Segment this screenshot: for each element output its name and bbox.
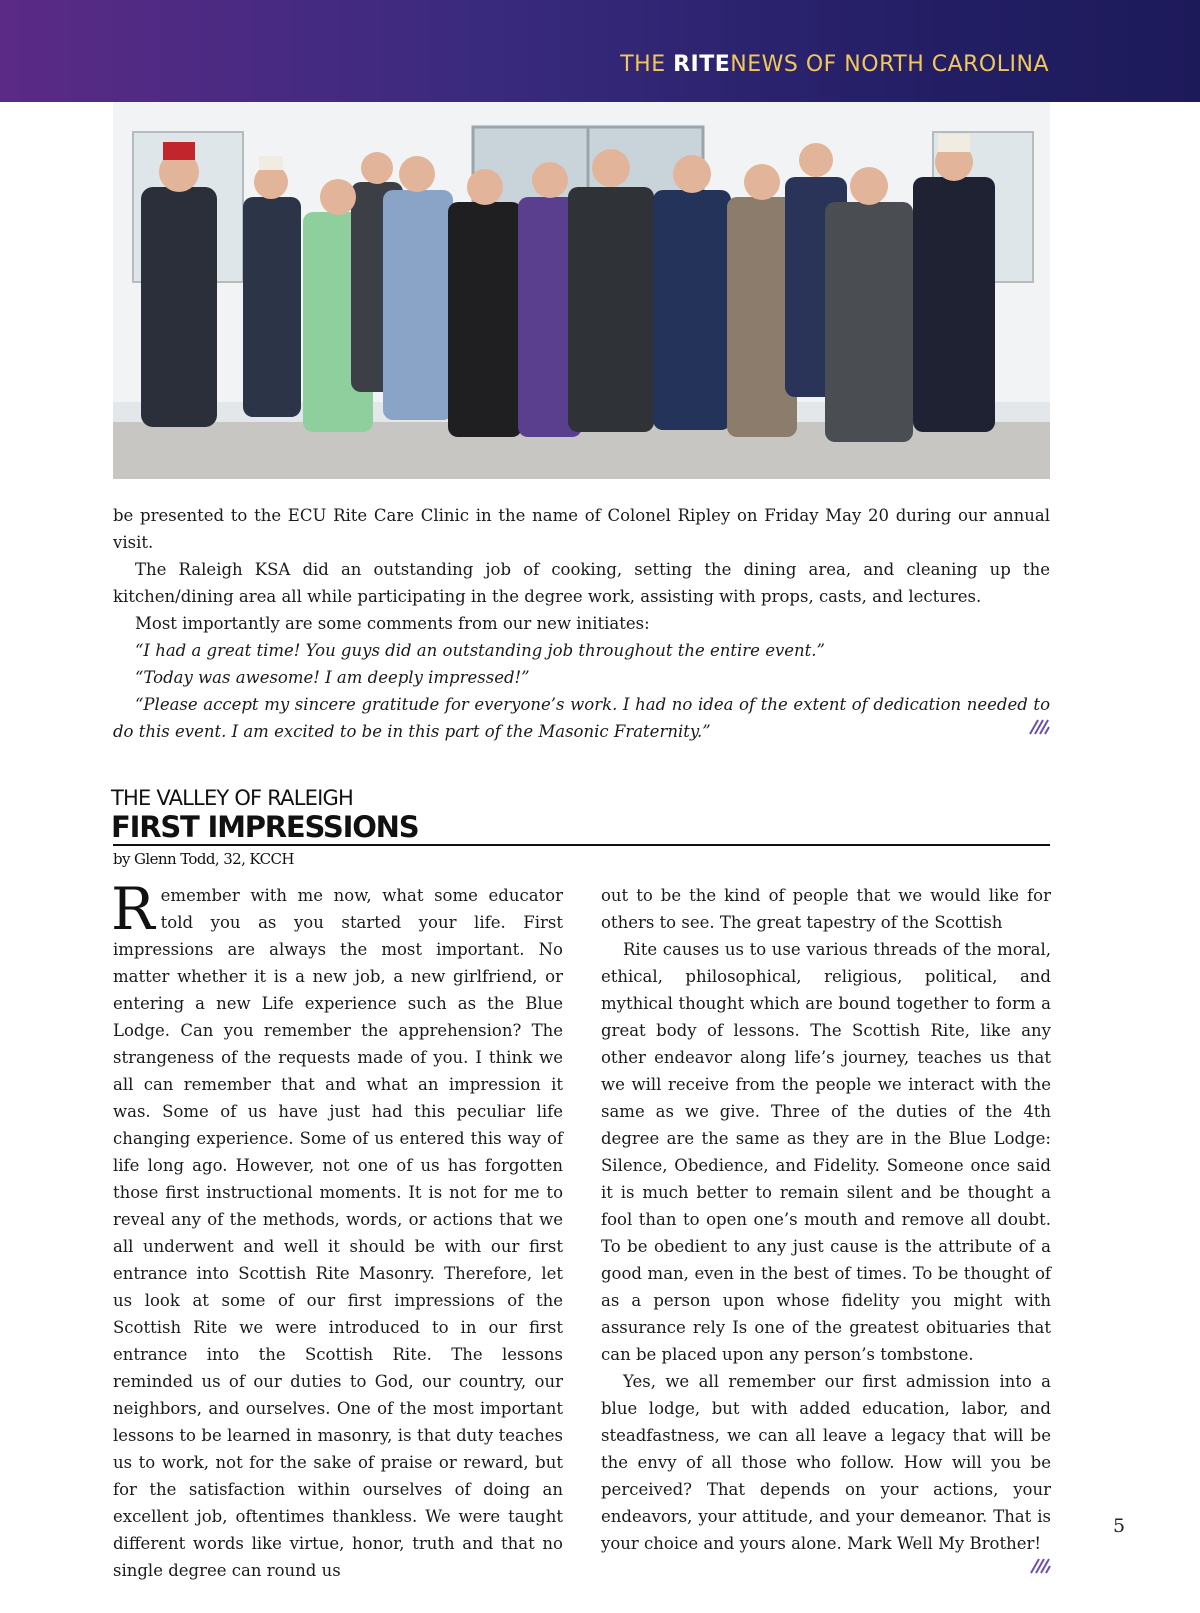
group-photo — [113, 102, 1050, 479]
byline: by Glenn Todd, 32, KCCH — [113, 850, 294, 868]
group-photo-image — [113, 102, 1050, 479]
section-kicker: THE VALLEY OF RALEIGH — [111, 786, 353, 810]
paragraph: Yes, we all remember our first admission into a blue lodge, but with added education, labor, and steadfastness, we can all leave a legacy that will be the envy of all those who follow. How will you be perceived? That depends on your actions, your endeavors, your attitude, and your demeanor. That is your choice and yours alone. Mark Well My Brother! — [601, 1368, 1051, 1557]
article-column-right — [601, 882, 1051, 1575]
article-column-left — [111, 875, 563, 1584]
drop-cap: R — [111, 875, 155, 943]
paragraph: be presented to the ECU Rite Care Clinic in the name of Colonel Ripley on Friday May 20 during our annual visit. — [113, 506, 1050, 552]
article-headline: FIRST IMPRESSIONS — [111, 810, 419, 844]
end-mark-icon — [1028, 718, 1050, 736]
paragraph: The Raleigh KSA did an outstanding job of cooking, setting the dining area, and cleaning up the kitchen/dining area all while participating in the degree work, assisting with props, casts, and lectures. — [113, 560, 1050, 606]
paragraph: Rite causes us to use various threads of the moral, ethical, philosophical, religious, political, and mythical thought which are bound together to form a great body of lessons. The Scottish Rite, like any other endeavor along life’s journey, teaches us that we will receive from the people we interact with the same as we give. Three of the duties of the 4th degree are the same as they are in the Blue Lodge: Silence, Obedience, and Fidelity. Someone once said it is much better to remain silent and be thought a fool than to open one’s mouth and remove all doubt. To be obedient to any just cause is the attribute of a good man, even in the best of times. To be thought of as a person upon whose fidelity you might with assurance rely Is one of the greatest obituaries that can be placed upon any person’s tombstone. — [601, 940, 1051, 1364]
quote: “I had a great time! You guys did an outstanding job throughout the entire event.” — [135, 641, 825, 660]
paragraph: Most importantly are some comments from our new initiates: — [135, 614, 650, 633]
continued-article — [113, 502, 1050, 745]
paragraph: out to be the kind of people that we would like for others to see. The great tapestry of the Scottish — [601, 886, 1051, 932]
headline-rule — [113, 844, 1050, 846]
end-mark-icon — [1029, 1557, 1051, 1575]
page-number: 5 — [1113, 1515, 1126, 1537]
publication-title: THE RITENEWS OF NORTH CAROLINA — [620, 52, 1049, 77]
quote: “Please accept my sincere gratitude for everyone’s work. I had no idea of the extent of dedication needed to do this event. I am excited to be in this part of the Masonic Fraternity.” — [113, 695, 1050, 741]
quote: “Today was awesome! I am deeply impressed!” — [135, 668, 530, 687]
paragraph: Remember with me now, what some educator told you as you started your life. First impressions are always the most important. No matter whether it is a new job, a new girlfriend, or entering a new Life experience such as the Blue Lodge. Can you remember the apprehension? The strangeness of the requests made of you. I think we all can remember that and what an impression it was. Some of us have just had this peculiar life changing experience. Some of us entered this way of life long ago. However, not one of us has forgotten those first instructional moments. It is not for me to reveal any of the methods, words, or actions that we all underwent and well it should be with our first entrance into Scottish Rite Masonry. Therefore, let us look at some of our first impressions of the Scottish Rite we were introduced to in our first entrance into the Scottish Rite. The lessons reminded us of our duties to God, our country, our neighbors, and ourselves. One of the most important lessons to be learned in masonry, is that duty teaches us to work, not for the sake of praise or reward, but for the satisfaction within ourselves of doing an excellent job, oftentimes thankless. We were taught different words like virtue, honor, truth and that no single degree can round us — [111, 875, 563, 1580]
header-banner — [0, 0, 1200, 102]
